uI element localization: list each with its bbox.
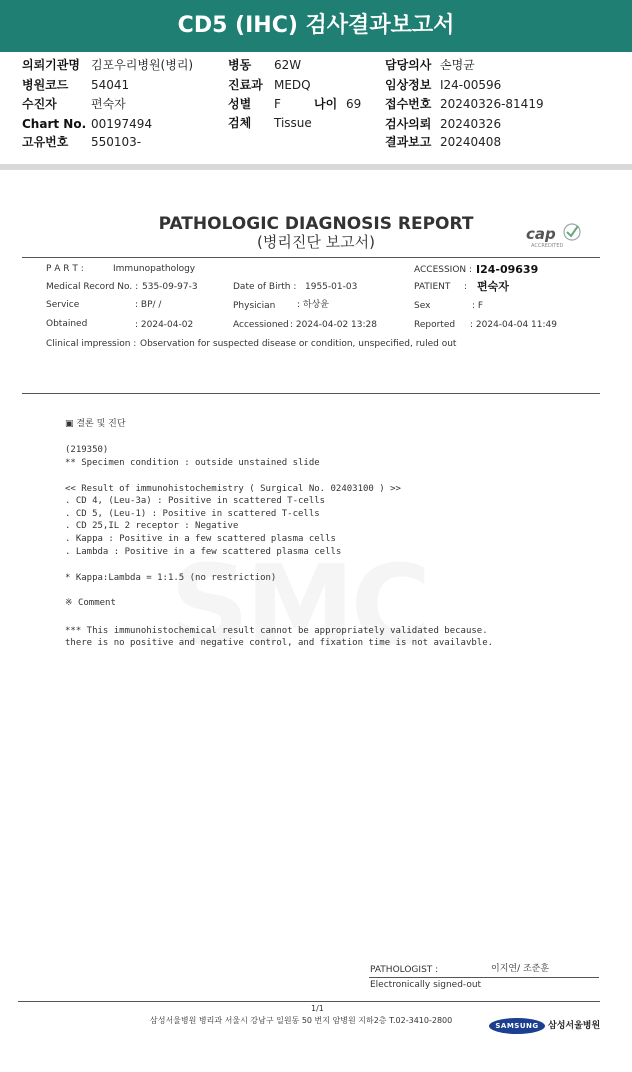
- service-value: : BP/ /: [135, 300, 162, 310]
- body-line: ** Specimen condition : outside unstained slide: [65, 458, 320, 468]
- hospital-value: 김포우리병원(병리): [91, 58, 194, 72]
- sex-label: 성별: [228, 97, 252, 111]
- result-date-value: 20240408: [440, 135, 502, 149]
- hospital-label: 의뢰기관명: [22, 58, 80, 72]
- samsung-logo: SAMSUNG: [489, 1018, 545, 1034]
- unique-no-value: 550103-: [91, 135, 142, 149]
- cap-accredited-text: ACCREDITED: [531, 243, 564, 249]
- dob-label: Date of Birth :: [233, 282, 297, 292]
- footer-address: 삼성서울병원 병리과 서울시 강남구 일원동 50 번지 암병원 지하2층 T.02-3410-2800: [150, 1016, 453, 1025]
- pathologist-label: PATHOLOGIST :: [370, 965, 439, 975]
- dept-value: MEDQ: [274, 78, 311, 92]
- receipt-label: 접수번호: [385, 97, 432, 111]
- physician-label: Physician: [233, 301, 276, 311]
- reported-label: Reported: [414, 320, 456, 330]
- receipt-value: 20240326-81419: [440, 97, 544, 111]
- accessioned-value: : 2024-04-02 13:28: [290, 320, 377, 330]
- body-line: . CD 25,IL 2 receptor : Negative: [65, 521, 239, 531]
- hospcode-value: 54041: [91, 78, 130, 92]
- hospcode-label: 병원코드: [22, 78, 69, 92]
- dob-value: 1955-01-03: [305, 282, 358, 292]
- cap-accreditation-logo: [526, 224, 582, 250]
- report-title-bar: CD5 (IHC) 검사결과보고서: [0, 0, 632, 52]
- chart-label: Chart No.: [22, 117, 87, 131]
- divider-top: [22, 257, 600, 258]
- specimen-value: Tissue: [274, 116, 312, 130]
- age-value: 69: [346, 97, 362, 111]
- body-line: *** This immunohistochemical result cannot be appropriately validated because.: [65, 626, 488, 636]
- chart-value: 00197494: [91, 117, 153, 131]
- sex-value: : F: [472, 301, 484, 311]
- body-line: . Lambda : Positive in a few scattered plasma cells: [65, 547, 342, 557]
- reported-value: : 2024-04-04 11:49: [470, 320, 557, 330]
- body-line: (219350): [65, 445, 109, 455]
- mrn-value: 535-09-97-3: [142, 282, 198, 292]
- body-line: * Kappa:Lambda = 1:1.5 (no restriction): [65, 573, 277, 583]
- request-value: 20240326: [440, 117, 502, 131]
- obtained-value: : 2024-04-02: [135, 320, 194, 330]
- part-value: Immunopathology: [113, 264, 196, 274]
- sex-label: Sex: [414, 301, 431, 311]
- sex-value: F: [274, 97, 281, 111]
- body-line: . Kappa : Positive in a few scattered plasma cells: [65, 534, 336, 544]
- report-subheading: (병리진단 보고서): [257, 233, 375, 251]
- hospital-logo-name: 삼성서울병원: [548, 1021, 601, 1031]
- checkmark-icon: [562, 222, 582, 242]
- body-line: there is no positive and negative control, and fixation time is not availavble.: [65, 638, 494, 648]
- clinical-info-value: I24-00596: [440, 78, 502, 92]
- signed-out-text: Electronically signed-out: [370, 980, 482, 990]
- body-line: ※ Comment: [65, 598, 116, 608]
- age-label: 나이: [314, 97, 338, 111]
- mrn-label: Medical Record No. :: [46, 282, 139, 292]
- result-date-label: 결과보고: [385, 135, 432, 149]
- page-number: 1/1: [311, 1004, 324, 1013]
- request-label: 검사의뢰: [385, 117, 432, 131]
- doctor-value: 손명균: [440, 58, 475, 72]
- divider-bottom: [18, 1001, 600, 1002]
- unique-no-label: 고유번호: [22, 135, 69, 149]
- obtained-label: Obtained: [46, 319, 88, 329]
- doctor-label: 담당의사: [385, 58, 432, 72]
- specimen-label: 검체: [228, 116, 252, 130]
- patient-value: 편숙자: [91, 97, 126, 111]
- cap-logo-text: cap: [526, 225, 556, 243]
- divider-middle: [22, 393, 600, 394]
- pathologist-value: 이지연/ 조준훈: [491, 964, 550, 974]
- part-label: P A R T :: [46, 264, 84, 274]
- ward-value: 62W: [274, 58, 302, 72]
- body-line: . CD 5, (Leu-1) : Positive in scattered T-cells: [65, 509, 320, 519]
- pathology-report-page: [0, 170, 632, 1072]
- accessioned-label: Accessioned: [233, 320, 289, 330]
- ward-label: 병동: [228, 58, 252, 72]
- body-line: << Result of immunohistochemistry ( Surgical No. 02403100 ) >>: [65, 484, 401, 494]
- accession-label: ACCESSION :: [414, 265, 473, 275]
- patient-label: PATIENT: [414, 282, 451, 292]
- patient-label: 수진자: [22, 97, 57, 111]
- dept-label: 진료과: [228, 78, 263, 92]
- service-label: Service: [46, 300, 80, 310]
- body-line: . CD 4, (Leu-3a) : Positive in scattered T-cells: [65, 496, 326, 506]
- pathologist-divider: [369, 977, 599, 978]
- clinical-info-label: 임상정보: [385, 78, 432, 92]
- conclusion-heading: ▣ 결론 및 진단: [65, 419, 126, 429]
- accession-value: I24-09639: [476, 263, 539, 276]
- physician-value: : 하상윤: [297, 300, 329, 310]
- patient-value: 편숙자: [477, 280, 509, 293]
- patient-colon: :: [464, 282, 468, 292]
- clinical-impression-value: Observation for suspected disease or condition, unspecified, ruled out: [140, 339, 457, 349]
- report-heading: PATHOLOGIC DIAGNOSIS REPORT: [158, 214, 474, 234]
- clinical-impression-label: Clinical impression :: [46, 339, 137, 349]
